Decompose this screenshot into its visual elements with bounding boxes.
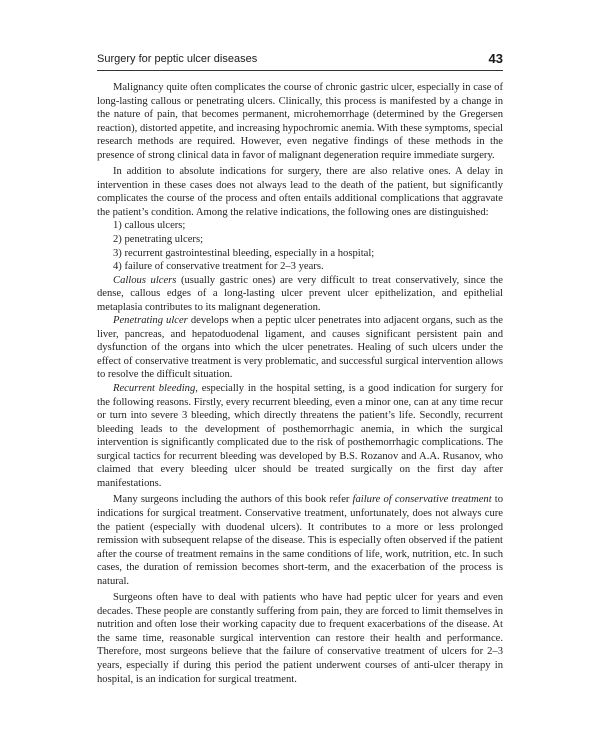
paragraph-failure-conservative [97,493,503,588]
paragraph-malignancy: Malignancy quite often complicates the course of chronic gastric ulcer, especially in case of long-lasting callous or penetrating ulcers. Clinically, this process is manifested by a change in the nature of pain, that becomes permanent, microhemorrhage (determined by the Gregersen reaction), distorted appetite, and increasing hypochromic anemia. With these symptoms, special research methods are required. However, even negative findings of these methods in the presence of strong clinical data in favor of malignant degeneration require immediate surgery. [97,82,503,161]
paragraph-text: develops when a peptic ulcer penetrates into adjacent organs, such as the liver, pancreas, and hepatoduodenal ligament, and causes significant persistent pain and dysfunction of the organs into which the ulcer penetrates. Healing of such ulcers under the effect of conservative treatment is very problematic, and successful surgical intervention allows to resolve the difficult situation. [97,315,503,381]
paragraph-relative-indications: In addition to absolute indications for surgery, there are also relative ones. A delay in intervention in these cases does not always lead to the death of the patient, but significantly complicates the course of the process and often entails additional complications that aggravate the patient’s condition. Among the relative indications, the following ones are distinguished: [97,166,503,218]
paragraph-recurrent-bleeding [97,382,503,490]
header-rule [97,70,503,71]
paragraph-long-term-patients: Surgeons often have to deal with patients who have had peptic ulcer for years and even decades. These people are constantly suffering from pain, they are forced to limit themselves in nutrition and often lose their working capacity due to frequent exacerbations of the disease. At the same time, reasonable surgical intervention can restore their health and performance. Therefore, most surgeons believe that the failure of conservative treatment of ulcers for 2–3 years, especially if during this period the patient underwent courses of anti-ulcer therapy in hospital, is an indication for surgical treatment. [97,592,503,685]
term-callous-ulcers: Callous ulcers [113,274,177,286]
term-failure-conservative: failure of conservative treatment [352,494,492,506]
paragraph-text: (usually gastric ones) are very difficult to treat conservatively, since the dense, callous edges of a long-lasting ulcer prevent ulcer epithelization, and epithelial metaplasia contributes to its malignant degeneration. [97,274,503,313]
running-header [97,51,503,69]
list-item: 4) failure of conservative treatment for 2–3 years. [113,261,324,273]
list-item: 3) recurrent gastrointestinal bleeding, especially in a hospital; [113,247,375,259]
term-recurrent-bleeding: Recurrent bleeding [113,383,196,395]
term-penetrating-ulcer: Penetrating ulcer [113,315,188,327]
paragraph-callous-ulcers [97,274,503,315]
paragraph-text: Many surgeons including the authors of this book refer [113,494,353,506]
body-text [97,81,503,686]
paragraph-penetrating-ulcer [97,314,503,382]
page-number: 43 [488,51,503,66]
running-title: Surgery for peptic ulcer diseases [97,53,258,65]
paragraph-text: , especially in the hospital setting, is a good indication for surgery for the following reasons. Firstly, every recurrent bleeding, even a minor one, can at any time recur or turn into severe 3 bleeding, which directly threatens the patient’s life. Secondly, recurrent bleeding leads to the development of posthemorrhagic anemia, in which the surgical intervention is significantly complicated due to the risk of posthemorrhagic complications. The surgical tactics for recurrent bleeding was developed by B.S. Rozanov and A.A. Rusanov, who claimed that every bleeding ulcer should be treated surgically on the first day after manifestations. [97,383,504,489]
paragraph-text: to indications for surgical treatment. Conservative treatment, unfortunately, does not always cure the patient (especially with duodenal ulcers). It contributes to a more or less prolonged remission with subsequent relapse of the disease. This is especially often observed if the patient after the course of treatment remains in the same conditions of life, work, nutrition, etc. In such cases, the duration of remission becomes short-term, and the exacerbation of the process is natural. [97,494,504,587]
list-item: 1) callous ulcers; [113,220,186,232]
list-item: 2) penetrating ulcers; [113,234,204,246]
